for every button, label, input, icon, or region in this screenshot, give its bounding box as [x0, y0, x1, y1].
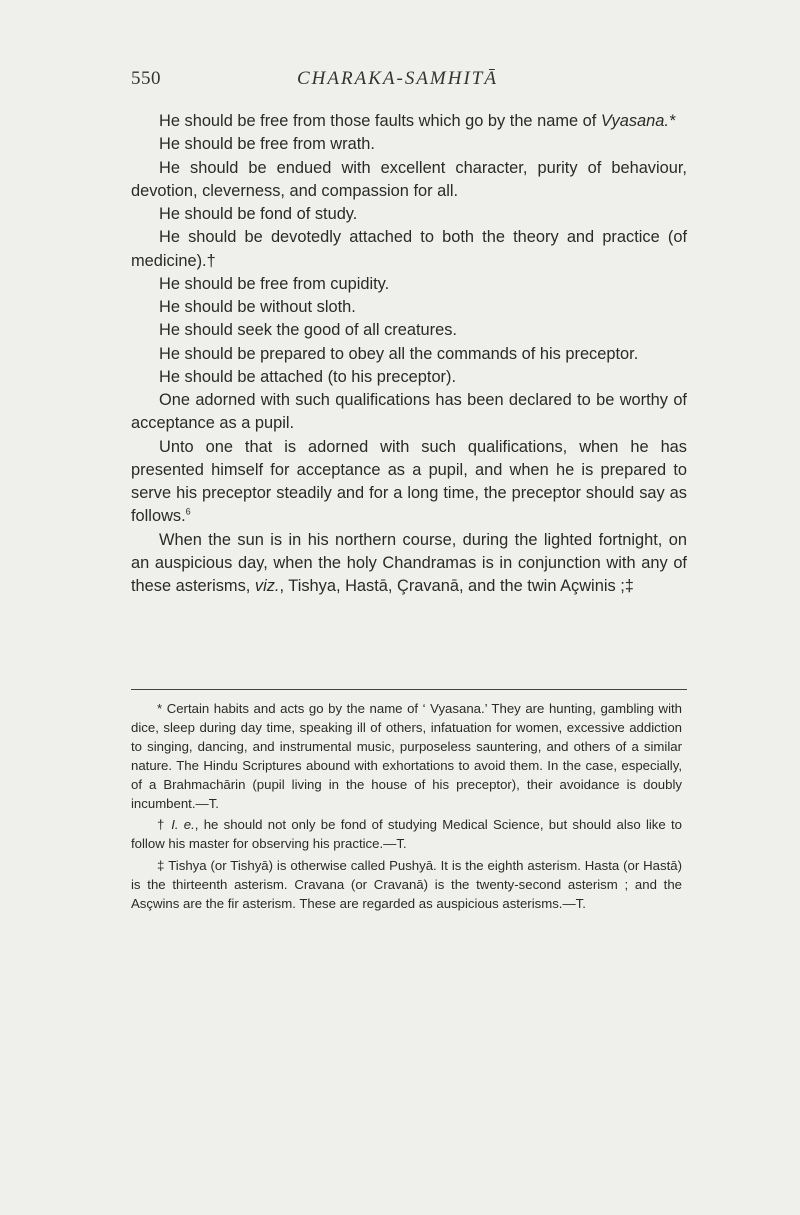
paragraph: One adorned with such qualifications has been declared to be worthy of acceptance as a pupil.	[131, 391, 687, 433]
note-reference: 6	[185, 506, 191, 517]
paragraph: He should be devotedly attached to both the theory and practice (of medicine).†	[131, 228, 687, 270]
running-head: CHARAKA-SAMHITĀ	[297, 68, 498, 89]
paragraph: He should be prepared to obey all the commands of his preceptor.	[159, 344, 639, 363]
main-text	[131, 110, 687, 598]
footnote: ‡ Tishya (or Tishyā) is otherwise called Pushyā. It is the eighth asterism. Hasta (or Hastā) is the thirteenth asterism. Cravana (or Cravanā) is the twenty-second asterism ; and the Asçwins are the fir asterism. These are regarded as auspicious asterisms.—T.	[131, 858, 682, 912]
page-number: 550	[131, 68, 161, 89]
paragraph: Unto one that is adorned with such qualifications, when he has presented himself for acceptance as a pupil, and when he is prepared to serve his preceptor steadily and for a long time, the preceptor should say as follows.$^6$	[131, 437, 687, 526]
paragraph: He should be fond of study.	[159, 205, 358, 223]
italic-term: Vyasana.*	[600, 112, 676, 130]
paragraph: He should be attached (to his preceptor).	[159, 367, 457, 386]
italic-term: I. e.	[171, 817, 195, 833]
footnote: † I. e., he should not only be fond of studying Medical Science, but should also like to follow his master for observing his practice.—T.	[131, 817, 682, 852]
paragraph: He should be endued with excellent character, purity of behaviour, devotion, cleverness, and compassion for all.	[131, 158, 687, 200]
footnote-divider	[131, 689, 687, 690]
paragraph: He should be free from those faults which go by the name of Vyasana.*	[159, 112, 676, 130]
paragraph: When the sun is in his northern course, during the lighted fortnight, on an auspicious day, when the holy Chandramas is in conjunction with any of these asterisms, viz., Tishya, Hastā, Çravanā, and the twin Açwinis ;‡	[131, 530, 687, 595]
footnotes	[131, 700, 682, 917]
page-header	[131, 68, 686, 96]
italic-term: viz.	[254, 577, 280, 595]
footnote: * Certain habits and acts go by the name of ‘ Vyasana.’ They are hunting, gambling with dice, sleep during day time, speaking ill of others, infatuation for women, excessive addiction to singing, dancing, and instrumental music, purposeless sauntering, and others of a similar nature. The Hindu Scriptures abound with exhortations to avoid them. In the case, especially, of a Brahmachārin (pupil living in the house of his preceptor), their avoidance is doubly incumbent.—T.	[131, 701, 682, 811]
paragraph: He should seek the good of all creatures.	[159, 321, 457, 340]
paragraph: He should be free from wrath.	[159, 135, 375, 154]
paragraph: He should be free from cupidity.	[159, 274, 390, 293]
paragraph: He should be without sloth.	[159, 298, 356, 316]
